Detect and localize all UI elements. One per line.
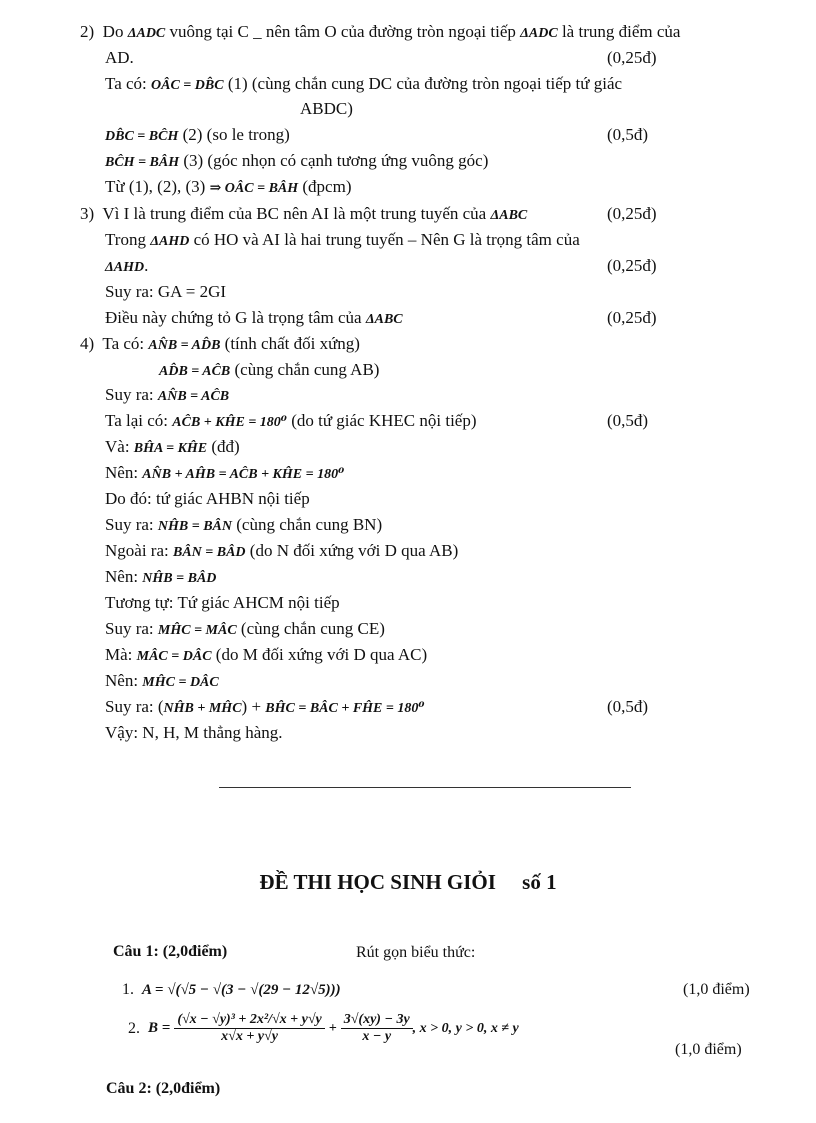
part2-line3: Ta có: OÂC = DB̂C (1) (cùng chắn cung DC của đường tròn ngoại tiếp tứ giác [105,74,623,93]
part4-line15: Suy ra: (NĤB + MĤC) + BĤC = BÂC + FĤE = 180⁰ [105,697,425,716]
score: (0,25đ) [607,256,657,275]
part4-line5: Và: BĤA = KĤE (đđ) [105,437,240,456]
part3-line1: 3) Vì I là trung điểm của BC nên AI là một trung tuyến của ΔABC [80,204,528,223]
cau1-label: Câu 1: (2,0điểm) [113,943,228,960]
part3-line3: ΔAHD. [105,256,149,275]
formula-a: A = √(√5 − √(3 − √(29 − 12√5))) [142,982,341,998]
part4-line4: Ta lại có: AĈB + KĤE = 180⁰ (do tứ giác KHEC nội tiếp) [105,411,477,430]
part4-line16: Vậy: N, H, M thẳng hàng. [105,723,283,742]
cau1-instruction: Rút gọn biểu thức: [356,944,476,961]
part2-line7: Từ (1), (2), (3) ⇒ OÂC = BÂH (đpcm) [105,177,352,196]
part3-line2: Trong ΔAHD có HO và AI là hai trung tuyến – Nên G là trọng tâm của [105,230,580,249]
part4-line2: AD̂B = AĈB (cùng chắn cung AB) [159,360,380,379]
cau2-label: Câu 2: (2,0điểm) [106,1080,221,1097]
score: (0,5đ) [607,411,649,430]
part4-line9: Ngoài ra: BÂN = BÂD (do N đối xứng với D qua AB) [105,541,459,560]
exam-title: ĐỀ THI HỌC SINH GIỎI số 1 [259,870,557,894]
score: (1,0 điểm) [675,1041,742,1058]
part4-line6: Nên: AN̂B + AĤB = AĈB + KĤE = 180⁰ [105,463,345,482]
part3-number: 3) [80,204,95,223]
score: (1,0 điểm) [683,981,750,998]
part4-line14: Nên: MĤC = DÂC [105,671,219,690]
part4-line7: Do đó: tứ giác AHBN nội tiếp [105,489,310,508]
score: (0,25đ) [607,308,657,327]
part4-line11: Tương tự: Tứ giác AHCM nội tiếp [105,593,340,612]
part2-line2: AD. [105,48,134,67]
cau1-item2: 2. B = $\frac{\text{(√x − √y)³ + 2x²/√x + y√y}}{x√x + y√y}$ + $\frac{3√(xy) - 3y}{x - y}$ , x > 0, y > 0, x ≠ y [128,1012,519,1044]
cau1-item1: 1. A = √(√5 − √(3 − √(29 − 12√5))) [122,981,341,998]
part4-line1: 4) Ta có: AN̂B = AD̂B (tính chất đối xứng) [80,334,360,353]
score: (0,5đ) [607,125,649,144]
part4-line8: Suy ra: NĤB = BÂN (cùng chắn cung BN) [105,515,383,534]
part2-line5: DB̂C = BĈH (2) (so le trong) [105,125,290,144]
part4-line10: Nên: NĤB = BÂD [105,567,217,586]
part2-number: 2) [80,22,95,41]
score: (0,25đ) [607,48,657,67]
part3-line4: Suy ra: GA = 2GI [105,282,227,301]
part4-line3: Suy ra: AN̂B = AĈB [105,385,230,404]
score: (0,5đ) [607,697,649,716]
fraction-2: $\frac{3√(xy) - 3y}{x - y}$ [341,1012,413,1045]
fraction-1: $\frac{\text{(√x − √y)³ + 2x²/√x + y√y}}{x√x + y√y}$ [174,1012,324,1045]
part4-number: 4) [80,334,95,353]
score: (0,25đ) [607,204,657,223]
part2-line1: 2) Do ΔADC vuông tại C _ nên tâm O của đường tròn ngoại tiếp ΔADC là trung điểm của [80,22,681,41]
part4-line13: Mà: MÂC = DÂC (do M đối xứng với D qua AC) [105,645,428,664]
part4-line12: Suy ra: MĤC = MÂC (cùng chắn cung CE) [105,619,385,638]
part2-line6: BĈH = BÂH (3) (góc nhọn có cạnh tương ứng vuông góc) [105,151,489,170]
section-divider [219,787,631,788]
part2-line4: ABDC) [300,99,353,118]
part3-line5: Điều này chứng tỏ G là trọng tâm của ΔABC [105,308,403,327]
